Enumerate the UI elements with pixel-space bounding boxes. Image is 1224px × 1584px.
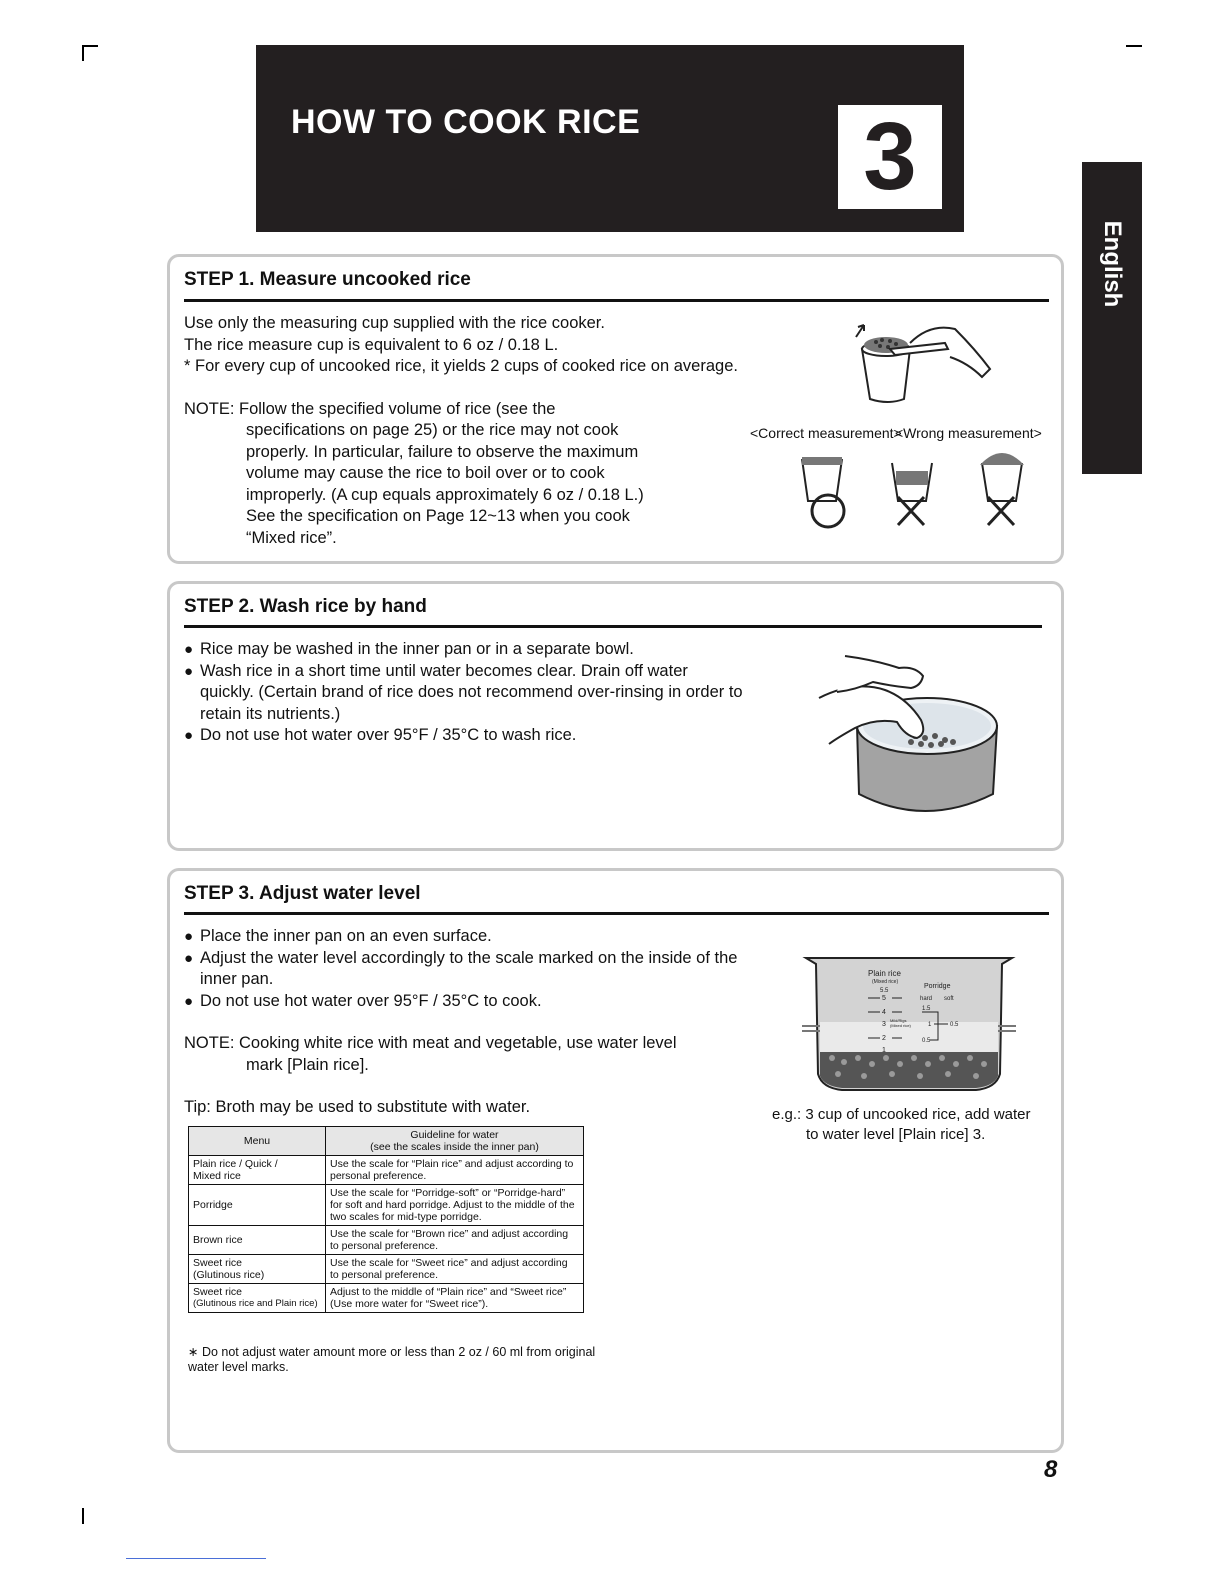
menu-line: Porridge (193, 1199, 233, 1211)
table-header-guideline (326, 1127, 584, 1156)
list-item: ● Wash rice in a short time until water becomes clear. Drain off water quickly. (Certain brand of rice does not recommend over-rinsing in order to retain its nutrients.) (184, 661, 744, 726)
crop-mark (1126, 45, 1142, 47)
menu-line: (Glutinous rice) (193, 1269, 265, 1281)
porridge-scale-mark: 1.5 (922, 1006, 931, 1012)
step2-title: STEP 2. Wash rice by hand (184, 596, 427, 617)
table-row (189, 1185, 584, 1226)
porridge-scale-mark: 1 (928, 1022, 932, 1028)
table-header-menu: Menu (189, 1127, 326, 1156)
scale-mark: 2 (882, 1035, 886, 1042)
chapter-header (256, 45, 964, 232)
note-label: NOTE: (184, 1034, 235, 1052)
inner-pan-scale-illustration (802, 954, 1016, 1096)
measurement-comparison-illustration (788, 445, 1048, 531)
wrong-measurement-caption: <Wrong measurement> (895, 425, 1042, 441)
step1-line: The rice measure cup is equivalent to 6 oz / 0.18 L. (184, 335, 559, 354)
table-cell-menu (189, 1284, 326, 1313)
divider (184, 912, 1049, 915)
list-item: ● Place the inner pan on an even surface. (184, 926, 764, 948)
step3-note (184, 1033, 764, 1076)
page-number: 8 (1044, 1456, 1058, 1483)
scale-mark: 3 (882, 1021, 886, 1028)
table-cell-guide: Use the scale for “Porridge-soft” or “Porridge-hard” for soft and hard porridge. Adjust to the middle of the two scales for mid-type porridge. (326, 1185, 584, 1226)
scale-mark: 4 (882, 1009, 886, 1016)
crop-mark (82, 1508, 84, 1524)
crop-mark (82, 45, 84, 61)
step2-section (167, 581, 1064, 851)
step1-note (184, 399, 824, 550)
table-row (189, 1156, 584, 1185)
step1-section (167, 254, 1064, 564)
note-line: Cooking white rice with meat and vegetable, use water level (239, 1034, 677, 1052)
pan-label-soft: soft (944, 996, 954, 1002)
porridge-scale-mark: 0.5 (922, 1038, 931, 1044)
footer-link-line (126, 1558, 266, 1559)
step1-line: * For every cup of uncooked rice, it yields 2 cups of cooked rice on average. (184, 357, 738, 375)
menu-line: Brown rice (193, 1234, 243, 1246)
page-title: HOW TO COOK RICE (291, 103, 641, 141)
menu-line: (Glutinous rice and Plain rice) (193, 1298, 318, 1309)
scale-mark: 5 (882, 995, 886, 1002)
tip-text: Tip: Broth may be used to substitute with water. (184, 1098, 531, 1116)
table-row (189, 1226, 584, 1255)
pan-label-plain-rice: Plain rice (868, 969, 901, 978)
note-line: properly. In particular, failure to observe the maximum (246, 442, 639, 461)
note-line: See the specification on Page 12~13 when you cook (246, 507, 630, 525)
note-line: specifications on page 25) or the rice may not cook (246, 421, 619, 439)
note-line: improperly. (A cup equals approximately 6 oz / 0.18 L.) (246, 485, 644, 504)
table-cell-guide: Adjust to the middle of “Plain rice” and “Sweet rice” (Use more water for “Sweet rice”). (326, 1284, 584, 1313)
table-row (189, 1255, 584, 1284)
list-item: ● Adjust the water level accordingly to the scale marked on the inside of the inner pan. (184, 948, 764, 991)
water-guideline-table (188, 1126, 584, 1313)
measuring-cup-illustration (850, 319, 1000, 409)
list-item: ● Do not use hot water over 95°F / 35°C to cook. (184, 991, 764, 1013)
correct-measurement-caption: <Correct measurement> (750, 425, 902, 441)
language-label: English (1099, 220, 1126, 308)
table-cell-guide: Use the scale for “Brown rice” and adjust according to personal preference. (326, 1226, 584, 1255)
example-caption (772, 1105, 1031, 1145)
step3-section (167, 868, 1064, 1453)
menu-line: Mixed rice (193, 1170, 241, 1182)
list-item: ● Do not use hot water over 95°F / 35°C to wash rice. (184, 725, 744, 747)
menu-line: Sweet rice (193, 1257, 243, 1269)
table-cell-menu (189, 1185, 326, 1226)
menu-line: Plain rice / Quick / (193, 1158, 278, 1170)
divider (184, 299, 1049, 302)
note-label: NOTE: (184, 399, 235, 418)
list-item: ● Rice may be washed in the inner pan or in a separate bowl. (184, 639, 744, 661)
pan-label-mixed-short: Mild/Rigs (890, 1018, 907, 1023)
note-line: volume may cause the rice to boil over or to cook (246, 464, 605, 482)
table-cell-menu (189, 1255, 326, 1284)
note-line: “Mixed rice”. (246, 528, 337, 547)
footnote: ∗ Do not adjust water amount more or less than 2 oz / 60 ml from original water level marks. (188, 1345, 596, 1374)
table-cell-menu (189, 1226, 326, 1255)
note-line: Follow the specified volume of rice (see the (239, 399, 556, 418)
crop-mark (82, 45, 98, 47)
table-header-guideline-title: Guideline for water (410, 1129, 499, 1141)
step1-text (184, 313, 824, 549)
menu-line: Sweet rice (193, 1286, 243, 1298)
table-row (189, 1284, 584, 1313)
pan-label-mixed-rice: (Mixed rice) (872, 979, 899, 985)
table-cell-menu (189, 1156, 326, 1185)
note-line: mark [Plain rice]. (246, 1055, 369, 1074)
step1-line: Use only the measuring cup supplied with the rice cooker. (184, 314, 605, 332)
table-cell-guide: Use the scale for “Plain rice” and adjust according to personal preference. (326, 1156, 584, 1185)
example-line: to water level [Plain rice] 3. (806, 1126, 986, 1143)
table-header-row (189, 1127, 584, 1156)
divider (184, 625, 1042, 628)
example-line: e.g.: 3 cup of uncooked rice, add water (772, 1106, 1031, 1123)
chapter-number: 3 (838, 105, 942, 209)
table-header-guideline-sub: (see the scales inside the inner pan) (370, 1141, 539, 1153)
language-tab (1082, 162, 1142, 474)
step2-text (184, 639, 744, 747)
step3-text (184, 926, 764, 1119)
porridge-scale-mark: 0.5 (950, 1022, 959, 1028)
washing-rice-illustration (815, 646, 1015, 826)
scale-mark: 1 (882, 1047, 886, 1054)
pan-label-porridge: Porridge (924, 983, 951, 990)
pan-label-mixed-short2: (Mixed rice) (890, 1023, 911, 1028)
scale-mark: 5.5 (880, 988, 889, 994)
step3-title: STEP 3. Adjust water level (184, 883, 421, 904)
pan-label-hard: hard (920, 996, 933, 1002)
table-cell-guide: Use the scale for “Sweet rice” and adjust according to personal preference. (326, 1255, 584, 1284)
step1-title: STEP 1. Measure uncooked rice (184, 269, 471, 290)
